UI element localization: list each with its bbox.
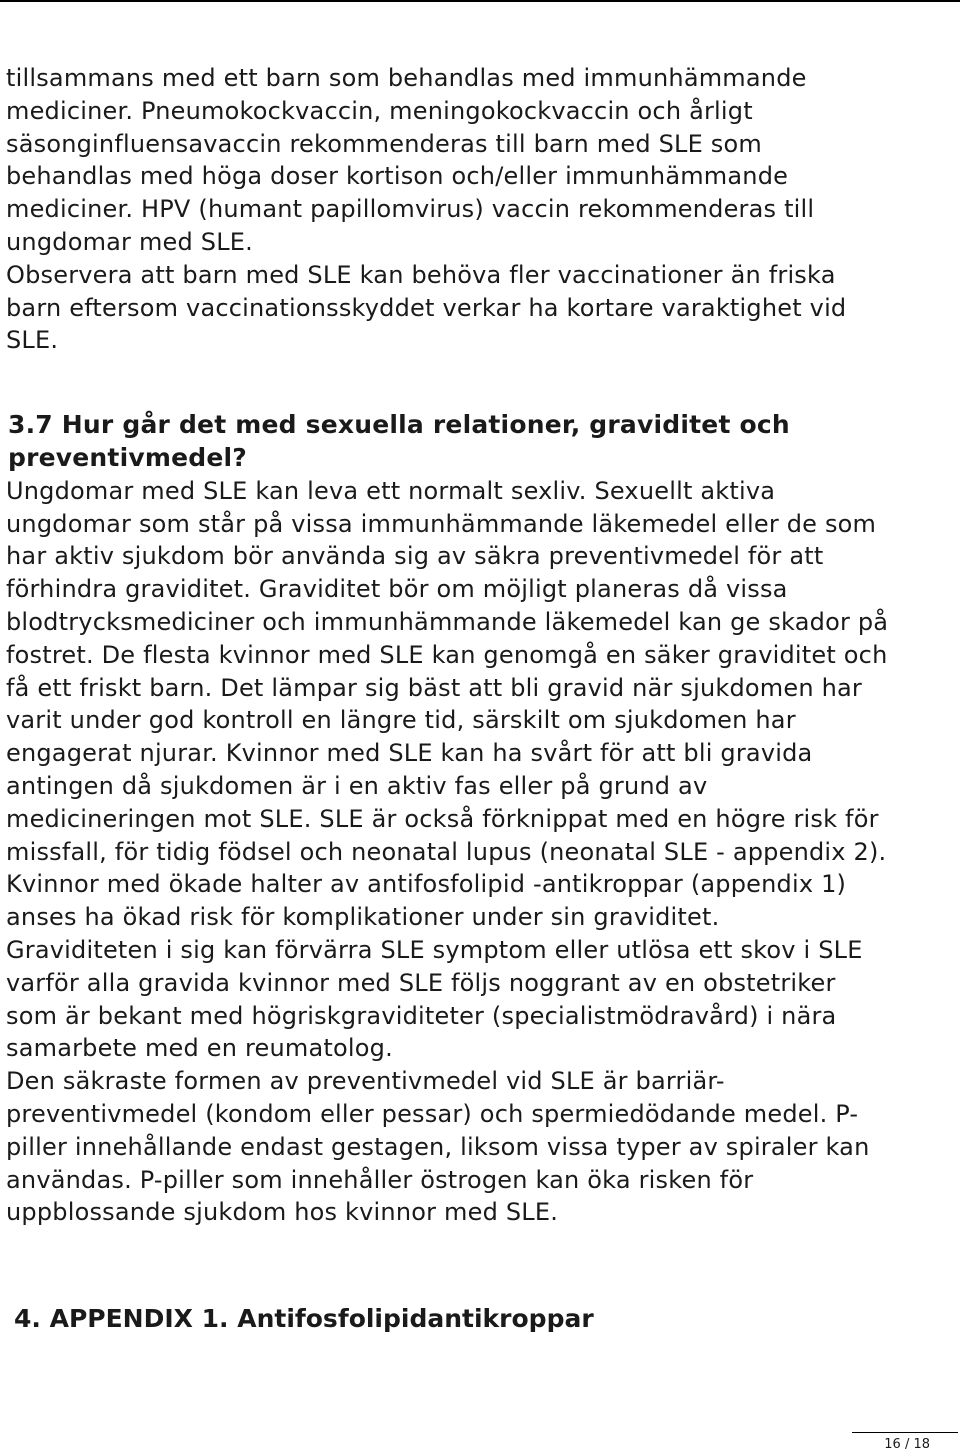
page-number: 16 / 18 (884, 1437, 930, 1452)
footer-divider (852, 1432, 958, 1433)
appendix-heading: 4. APPENDIX 1. Antifosfolipidantikroppar (14, 1304, 594, 1333)
paragraph-sexuality-pregnancy: Ungdomar med SLE kan leva ett normalt sexliv. Sexuellt aktiva ungdomar som står på vissa immunhämmande läkemedel eller de som har aktiv sjukdom bör använda sig av säkra preventivmedel för att förhindra graviditet. Graviditet bör om möjligt planeras då vissa blodtrycksmediciner och immunhämmande läkemedel kan ge skador på fostret. De flesta kvinnor med SLE kan genomgå en säker graviditet och få ett friskt barn. Det lämpar sig bäst att bli gravid när sjukdomen har varit under god kontroll en längre tid, särskilt om sjukdomen har engagerat njurar. Kvinnor med SLE kan ha svårt för att bli gravida antingen då sjukdomen är i en aktiv fas eller på grund av medicineringen mot SLE. SLE är också förknippat med en högre risk för missfall, för tidig födsel och neonatal lupus (neonatal SLE - appendix 2). Kvinnor med ökade halter av antifosfolipid -antikroppar (appendix 1) anses ha ökad risk för komplikationer under sin graviditet. Graviditeten i sig kan förvärra SLE symptom eller utlösa ett skov i SLE varför alla gravida kvinnor med SLE följs noggrant av en obstetriker som är bekant med högriskgraviditeter (specialistmödravård) i nära samarbete med en reumatolog. Den säkraste formen av preventivmedel vid SLE är barriär- preventivmedel (kondom eller pessar) och spermiedödande medel. P- piller innehållande endast gestagen, liksom vissa typer av spiraler kan användas. P-piller som innehåller östrogen kan öka risken för uppblossande sjukdom hos kvinnor med SLE. (6, 476, 889, 1227)
section-heading-3-7: 3.7 Hur går det med sexuella relationer, graviditet och preventivmedel? (8, 410, 790, 472)
section-spacer (6, 357, 956, 409)
paragraph-vaccination: tillsammans med ett barn som behandlas med immunhämmande mediciner. Pneumokockvaccin, meningokockvaccin och årligt säsonginfluensavaccin rekommenderas till barn med SLE som behandlas med höga doser kortison och/eller immunhämmande mediciner. HPV (humant papillomvirus) vaccin rekommenderas till ungdomar med SLE. Observera att barn med SLE kan behöva fler vaccinationer än friska barn eftersom vaccinationsskyddet verkar ha kortare varaktighet vid SLE. (6, 64, 847, 355)
top-divider (0, 0, 960, 2)
document-body (6, 62, 956, 1229)
